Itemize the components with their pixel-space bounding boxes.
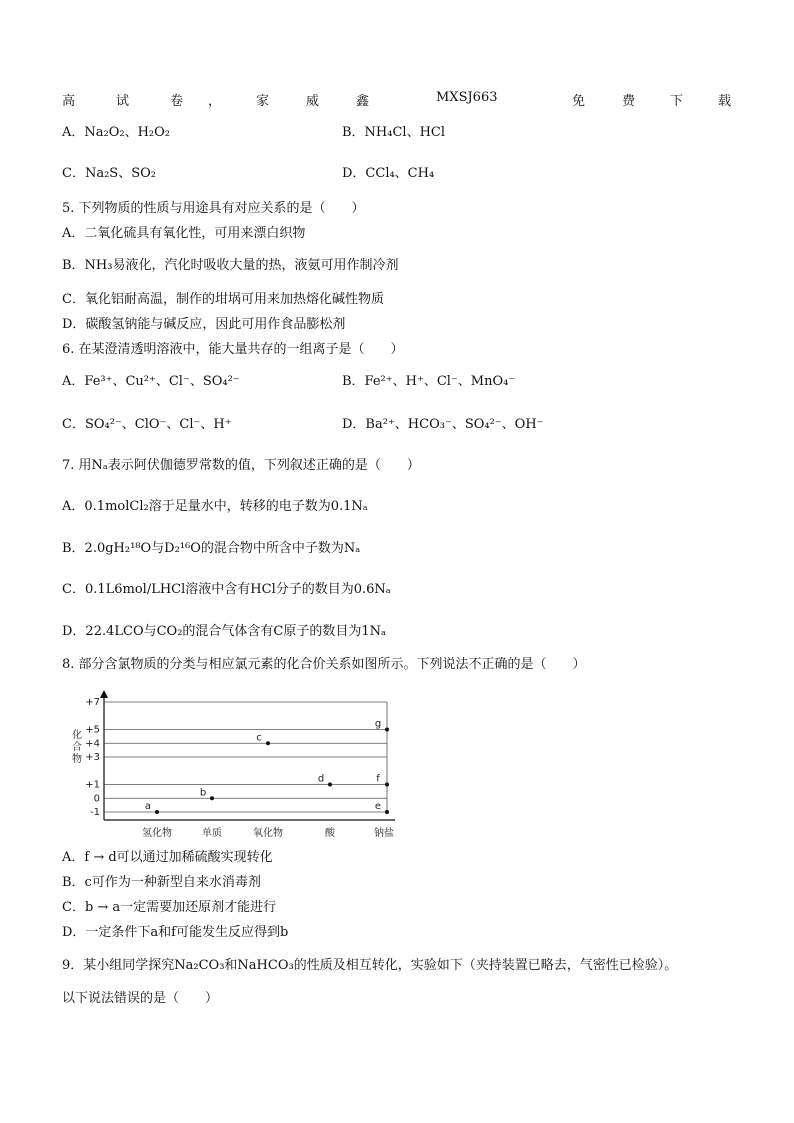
q6-option-d: D．Ba²⁺、HCO₃⁻、SO₄²⁻、OH⁻ xyxy=(342,417,544,432)
q5-option-b: B．NH₃易液化，汽化时吸收大量的热，液氨可用作制冷剂 xyxy=(62,258,399,273)
chart-point xyxy=(155,810,159,814)
q6-option-b: B．Fe²⁺、H⁺、Cl⁻、MnO₄⁻ xyxy=(342,374,516,389)
q7-option-c: C．0.1L6mol/LHCl溶液中含有HCl分子的数目为0.6Nₐ xyxy=(62,582,391,597)
valence-chart-svg xyxy=(62,690,402,840)
chart-point xyxy=(210,796,214,800)
q4-option-c: C．Na₂S、SO₂ xyxy=(62,166,156,181)
chart-point-label: c xyxy=(256,732,262,744)
header-word: 卷 xyxy=(170,94,184,109)
q6-option-c: C．SO₄²⁻、ClO⁻、Cl⁻、H⁺ xyxy=(62,417,232,432)
header-word: 鑫 xyxy=(356,94,370,109)
chart-point xyxy=(385,728,389,732)
header-word: 费 xyxy=(622,94,636,109)
header-word: MXSJ663 xyxy=(436,90,498,105)
q4-option-a: A．Na₂O₂、H₂O₂ xyxy=(62,125,171,140)
chart-ylabel-2: 合 xyxy=(72,742,82,753)
q8-option-c: C．b → a一定需要加还原剂才能进行 xyxy=(62,900,277,915)
chart-y-tick: +4 xyxy=(85,738,100,750)
header-word: 载 xyxy=(718,94,732,109)
header-word: 家 xyxy=(256,94,270,109)
q6-option-a: A．Fe³⁺、Cu²⁺、Cl⁻、SO₄²⁻ xyxy=(62,374,240,389)
chart-ylabel-3: 物 xyxy=(72,754,82,765)
q7-option-b: B．2.0gH₂¹⁸O与D₂¹⁶O的混合物中所含中子数为Nₐ xyxy=(62,541,361,556)
header-word: 威 xyxy=(306,94,320,109)
chart-x-tick: 酸 xyxy=(325,828,335,839)
header-word: ， xyxy=(208,94,222,109)
chart-point xyxy=(385,810,389,814)
header-word: 高 xyxy=(62,94,76,109)
q8-option-b: B．c可作为一种新型自来水消毒剂 xyxy=(62,875,261,890)
chart-point xyxy=(328,783,332,787)
chart-x-tick: 钠盐 xyxy=(374,828,394,839)
q9-stem-2: 以下说法错误的是（ ） xyxy=(62,991,219,1006)
header-word: 免 xyxy=(572,94,586,109)
q4-option-d: D．CCl₄、CH₄ xyxy=(342,166,435,181)
q8-option-d: D．一定条件下a和f可能发生反应得到b xyxy=(62,925,289,940)
q4-option-b: B．NH₄Cl、HCl xyxy=(342,125,446,140)
q5-option-c: C．氧化铝耐高温，制作的坩埚可用来加热熔化碱性物质 xyxy=(62,292,384,307)
chart-point-label: a xyxy=(144,801,152,812)
chart-point-label: b xyxy=(199,787,207,799)
chart-x-tick: 氢化物 xyxy=(142,828,172,839)
q7-option-a: A．0.1molCl₂溶于足量水中，转移的电子数为0.1Nₐ xyxy=(62,499,368,514)
chart-y-tick: +3 xyxy=(85,752,100,763)
chart-y-tick: 0 xyxy=(93,793,100,805)
q7-stem: 7. 用Nₐ表示阿伏伽德罗常数的值，下列叙述正确的是（ ） xyxy=(62,458,420,473)
chart-y-tick: +7 xyxy=(85,697,100,708)
chart-ylabel-1: 化 xyxy=(72,730,82,741)
chart-y-tick: +1 xyxy=(85,779,100,791)
chart-point-label: g xyxy=(374,718,382,730)
q5-stem: 5. 下列物质的性质与用途具有对应关系的是（ ） xyxy=(62,201,365,216)
chart-y-tick: -1 xyxy=(90,807,100,818)
header-word: 下 xyxy=(670,94,684,109)
q6-stem: 6. 在某澄清透明溶液中，能大量共存的一组离子是（ ） xyxy=(62,342,404,357)
header-word: 试 xyxy=(116,94,130,109)
q5-option-d: D．碳酸氢钠能与碱反应，因此可用作食品膨松剂 xyxy=(62,317,346,332)
q9-stem: 9．某小组同学探究Na₂CO₃和NaHCO₃的性质及相互转化，实验如下（夹持装置已略去，气密性已检验）。 xyxy=(62,958,678,973)
page-header xyxy=(62,90,732,110)
q8-stem: 8. 部分含氯物质的分类与相应氯元素的化合价关系如图所示。下列说法不正确的是（ ） xyxy=(62,657,586,672)
chart-point xyxy=(385,783,389,787)
q8-option-a: A．f → d可以通过加稀硫酸实现转化 xyxy=(62,850,273,865)
q5-option-a: A．二氧化硫具有氧化性，可用来漂白织物 xyxy=(62,226,306,241)
chart-y-arrow xyxy=(100,690,108,698)
valence-chart xyxy=(62,690,402,840)
chart-x-tick: 单质 xyxy=(202,828,222,839)
q7-option-d: D．22.4LCO与CO₂的混合气体含有C原子的数目为1Nₐ xyxy=(62,624,387,639)
chart-point-label: d xyxy=(317,773,325,785)
chart-point xyxy=(266,741,270,745)
chart-point-label: f xyxy=(376,773,380,785)
chart-point-label: e xyxy=(374,801,382,812)
chart-y-tick: +5 xyxy=(85,724,100,736)
chart-x-tick: 氧化物 xyxy=(253,828,283,839)
